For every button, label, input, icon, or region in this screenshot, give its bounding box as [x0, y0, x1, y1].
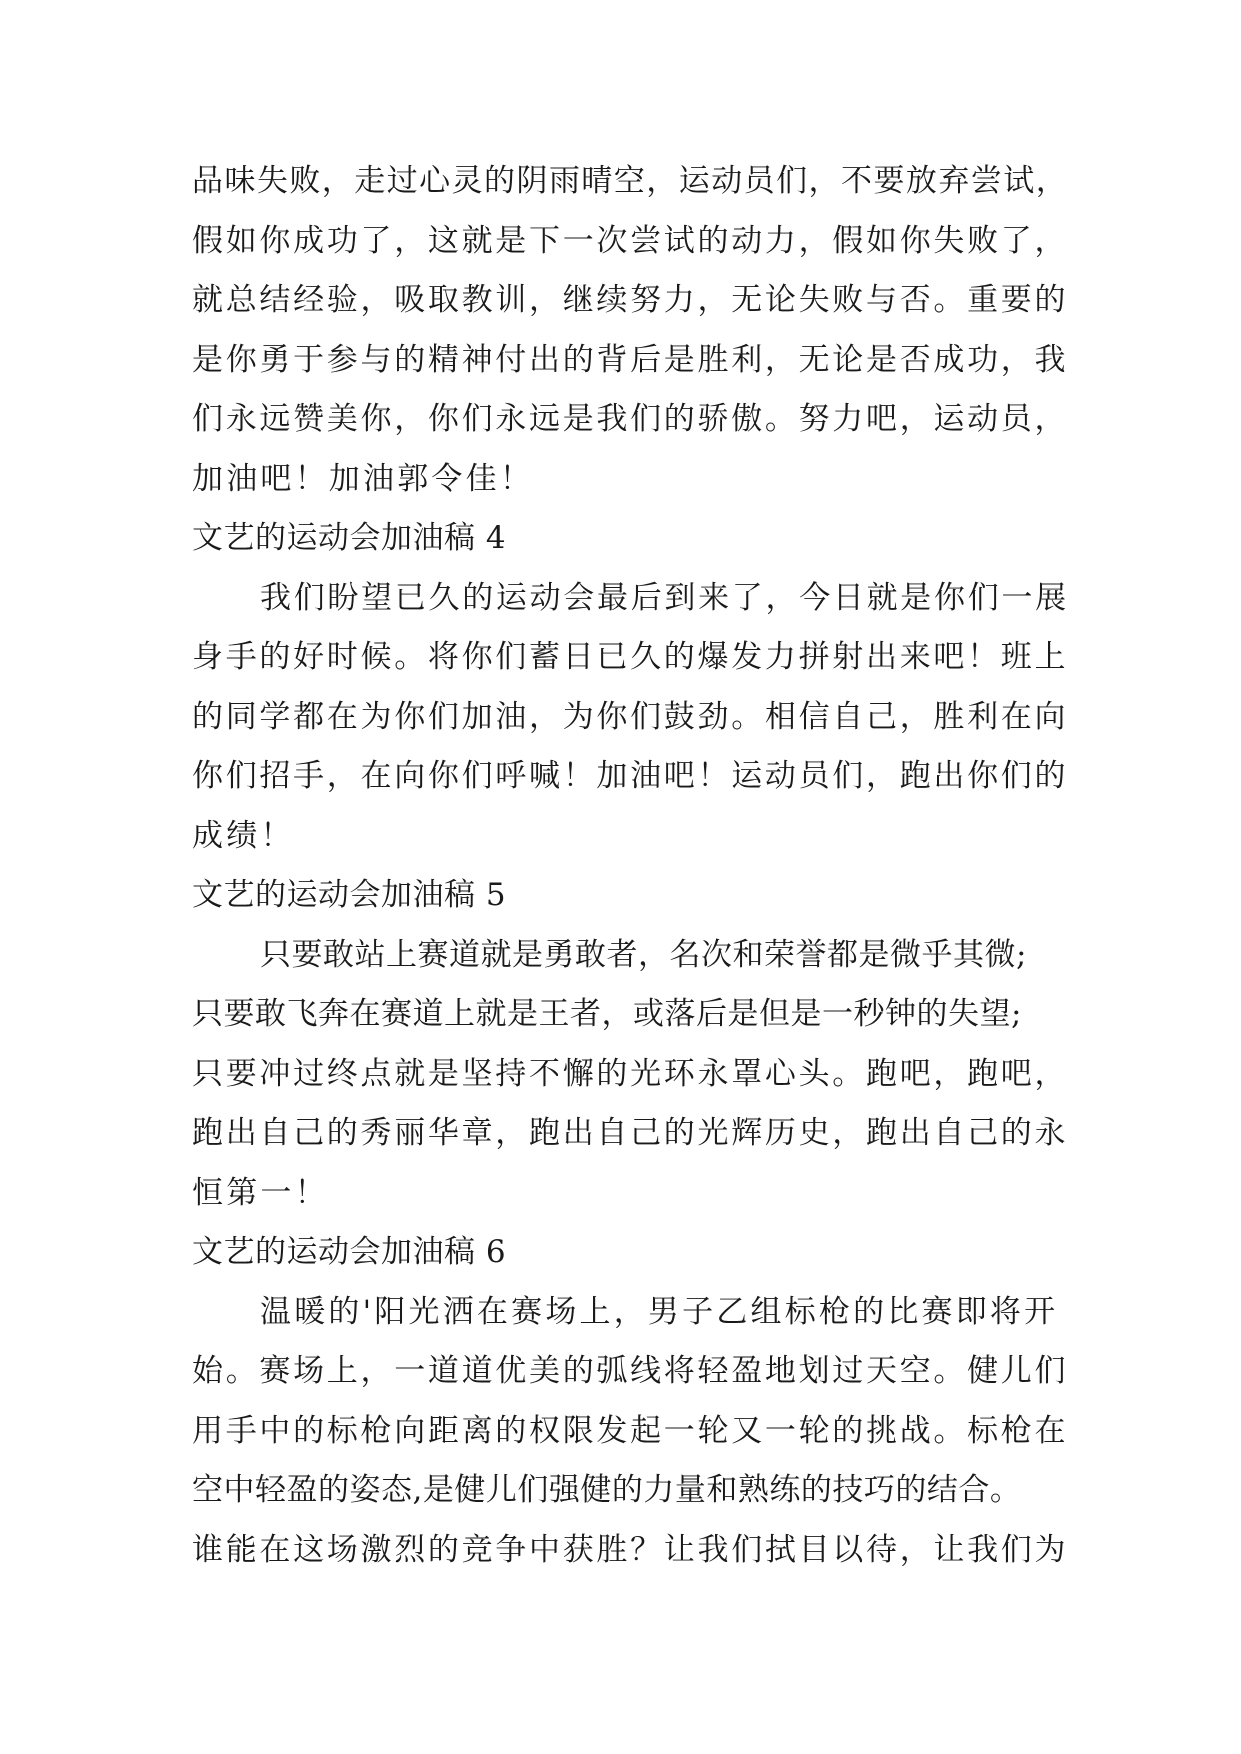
paragraph-line: 身手的好时候。将你们蓄日已久的爆发力拼射出来吧！班上 [192, 639, 1069, 675]
paragraph-line: 只要冲过终点就是坚持不懈的光环永罩心头。跑吧，跑吧， [192, 1055, 1069, 1092]
paragraph-line: 温暖的'阳光洒在赛场上，男子乙组标枪的比赛即将开 [260, 1293, 1059, 1330]
paragraph-line: 成绩！ [192, 817, 295, 854]
paragraph-line: 谁能在这场激烈的竞争中获胜？让我们拭目以待，让我们为 [192, 1531, 1069, 1568]
paragraph-line: 我们盼望已久的运动会最后到来了，今日就是你们一展 [260, 579, 1069, 616]
paragraph-line: 跑出自己的秀丽华章，跑出自己的光辉历史，跑出自己的永 [192, 1115, 1069, 1151]
paragraph-line: 是你勇于参与的精神付出的背后是胜利，无论是否成功，我 [192, 341, 1069, 378]
paragraph-line: 的同学都在为你们加油，为你们鼓劲。相信自己，胜利在向 [192, 698, 1069, 735]
continuation-paragraph [192, 152, 1072, 509]
section-paragraph-5 [192, 926, 1072, 1224]
paragraph-line: 你们招手，在向你们呼喊！加油吧！运动员们，跑出你们的 [192, 758, 1069, 794]
section-heading-4: 文艺的运动会加油稿 4 [192, 520, 507, 556]
section-heading-6: 文艺的运动会加油稿 6 [192, 1234, 507, 1270]
section-paragraph-4 [192, 569, 1072, 867]
section-paragraph-6 [192, 1283, 1072, 1581]
paragraph-line: 加油吧！加油郭令佳！ [192, 460, 534, 497]
paragraph-line: 恒第一！ [192, 1174, 329, 1211]
paragraph-line: 用手中的标枪向距离的权限发起一轮又一轮的挑战。标枪在 [192, 1412, 1069, 1449]
paragraph-line: 品味失败，走过心灵的阴雨晴空，运动员们，不要放弃尝试， [192, 163, 1069, 199]
section-heading-5: 文艺的运动会加油稿 5 [192, 877, 507, 913]
paragraph-line: 假如你成功了，这就是下一次尝试的动力，假如你失败了， [192, 222, 1069, 259]
paragraph-line: 空中轻盈的姿态,是健儿们强健的力量和熟练的技巧的结合。 [192, 1472, 1022, 1508]
paragraph-line: 只要敢站上赛道就是勇敢者，名次和荣誉都是微乎其微; [260, 936, 1027, 973]
paragraph-line: 只要敢飞奔在赛道上就是王者，或落后是但是一秒钟的失望; [192, 996, 1022, 1032]
paragraph-line: 们永远赞美你，你们永远是我们的骄傲。努力吧，运动员， [192, 401, 1069, 437]
paragraph-line: 就总结经验，吸取教训，继续努力，无论失败与否。重要的 [192, 282, 1069, 318]
paragraph-line: 始。赛场上，一道道优美的弧线将轻盈地划过天空。健儿们 [192, 1353, 1069, 1389]
document-body [192, 152, 1072, 1580]
